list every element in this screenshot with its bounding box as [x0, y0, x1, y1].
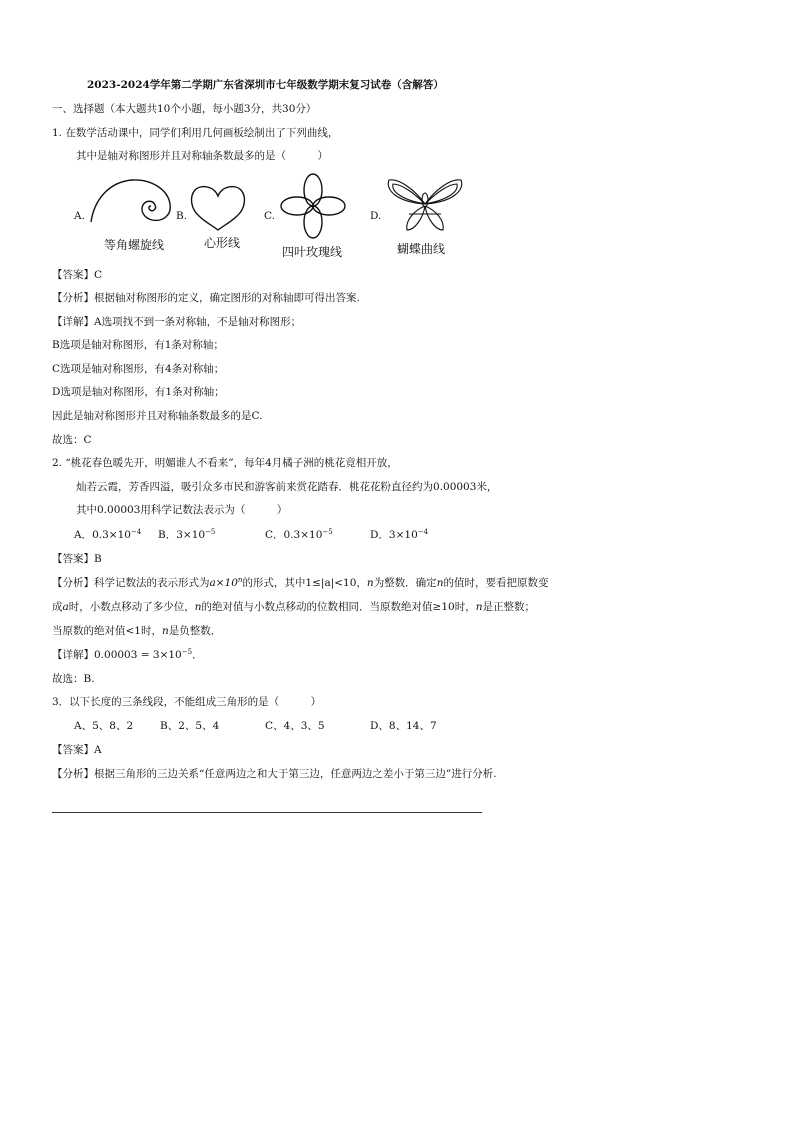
- q1-choose: 故选：C: [52, 434, 92, 446]
- q2-answer: 【答案】B: [52, 553, 102, 565]
- q2-stem-line2: 灿若云霞，芳香四溢，吸引众多市民和游客前来赏花踏春．桃花花粉直径约为0.00003米，: [76, 481, 498, 493]
- q1-analysis: 【分析】根据轴对称图形的定义，确定图形的对称轴即可得出答案.: [52, 292, 360, 304]
- q2-detail: 【详解】$0.00003 = 3\times 10^{-5}$．: [52, 648, 203, 661]
- q1-option-d-caption: 蝴蝶曲线: [397, 242, 446, 256]
- q3-option-c: C、4、3、5: [265, 720, 325, 732]
- q1-option-a-caption: 等角螺旋线: [104, 238, 165, 252]
- q2-option-c: C．$0.3\times 10^{-5}$: [265, 528, 333, 541]
- q1-option-c-letter: C.: [264, 210, 275, 222]
- page-title: 2023-2024学年第二学期广东省深圳市七年级数学期末复习试卷（含解答）: [87, 79, 444, 91]
- q1-option-b-letter: B.: [176, 210, 188, 222]
- q1-stem-line1: 1. 在数学活动课中，同学们利用几何画板绘制出了下列曲线，: [52, 127, 339, 139]
- q1-detail-2: B选项是轴对称图形，有1条对称轴；: [52, 339, 224, 351]
- q2-analysis-line2: 成a时，小数点移动了多少位，n的绝对值与小数点移动的位数相同．当原数绝对值≥10时，n是正整数；: [52, 601, 535, 613]
- q1-answer: 【答案】C: [52, 269, 103, 281]
- butterfly-curve-figure: [385, 176, 465, 236]
- q1-stem-line2: 其中是轴对称图形并且对称轴条数最多的是（ ）: [76, 150, 328, 162]
- q2-option-d: D．$3\times 10^{-4}$: [370, 528, 429, 541]
- q1-detail-4: D选项是轴对称图形，有1条对称轴；: [52, 386, 225, 398]
- q2-choose: 故选：B.: [52, 673, 95, 685]
- heart-curve-figure: [189, 182, 247, 232]
- q2-option-a: A．$0.3\times 10^{-4}$: [74, 528, 142, 541]
- q2-analysis-line1: 【分析】科学记数法的表示形式为$a\times 10^n$的形式，其中1≤|a|<10，n为整数．确定n的值时，要看把原数变: [52, 576, 549, 589]
- q2-stem-line1: 2. “桃花春色暖先开，明媚谁人不看来”，每年4月橘子洲的桃花竟相开放，: [52, 457, 398, 469]
- q3-option-d: D、8、14、7: [370, 720, 437, 732]
- q2-analysis-line3: 当原数的绝对值<1时，n是负整数．: [52, 625, 222, 637]
- four-leaf-rose-figure: [280, 172, 346, 240]
- spiral-curve-figure: [88, 176, 178, 226]
- footer-divider: [52, 812, 482, 813]
- q3-answer: 【答案】A: [52, 744, 102, 756]
- q1-option-a-letter: A.: [74, 210, 85, 222]
- section-heading: 一、选择题（本大题共10个小题，每小题3分，共30分）: [52, 103, 317, 115]
- q1-detail-1: 【详解】A选项找不到一条对称轴，不是轴对称图形；: [52, 316, 302, 328]
- q2-option-b: B．$3\times 10^{-5}$: [158, 528, 216, 541]
- q3-stem: 3．以下长度的三条线段，不能组成三角形的是（ ）: [52, 696, 322, 708]
- q1-option-c-caption: 四叶玫瑰线: [282, 245, 343, 259]
- q2-stem-line3: 其中0.00003用科学记数法表示为（ ）: [76, 504, 288, 516]
- q3-analysis: 【分析】根据三角形的三边关系“任意两边之和大于第三边，任意两边之差小于第三边”进行分析.: [52, 768, 497, 780]
- q1-option-b-caption: 心形线: [204, 236, 241, 250]
- q1-detail-3: C选项是轴对称图形，有4条对称轴；: [52, 363, 225, 375]
- q3-option-b: B、2、5、4: [160, 720, 220, 732]
- q1-option-d-letter: D.: [370, 210, 382, 222]
- q1-detail-5: 因此是轴对称图形并且对称轴条数最多的是C.: [52, 410, 263, 422]
- q3-option-a: A、5、8、2: [74, 720, 134, 732]
